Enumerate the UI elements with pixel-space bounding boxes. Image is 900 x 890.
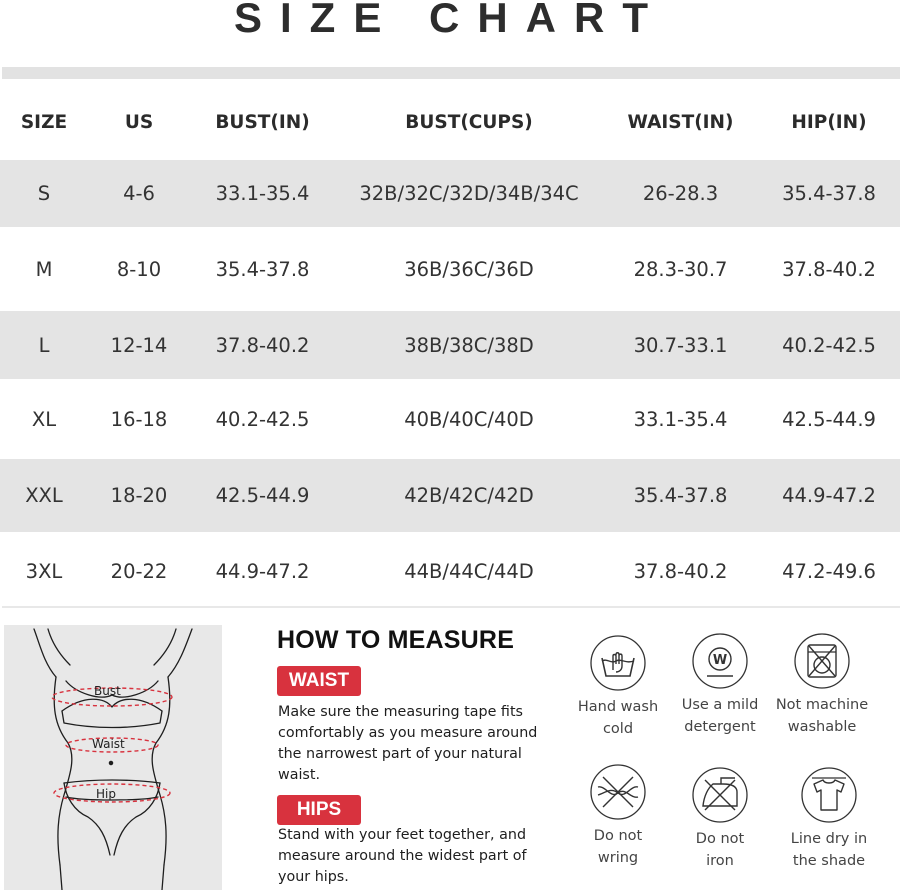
line-dry-shade-icon bbox=[800, 766, 858, 824]
cell-waist-in: 26-28.3 bbox=[603, 160, 758, 227]
cell-bust-in: 44.9-47.2 bbox=[215, 559, 310, 583]
table-row bbox=[0, 532, 900, 610]
cell-waist-in: 28.3-30.7 bbox=[633, 257, 728, 281]
header-band bbox=[2, 67, 900, 79]
cell-size: S bbox=[0, 160, 88, 227]
cell-us: 12-14 bbox=[88, 311, 190, 379]
cell-bust-in: 37.8-40.2 bbox=[190, 311, 335, 379]
cell-bust-cups: 38B/38C/38D bbox=[335, 311, 603, 379]
cell-size: L bbox=[0, 311, 88, 379]
cell-waist-in: 35.4-37.8 bbox=[603, 459, 758, 532]
cell-waist-in: 30.7-33.1 bbox=[603, 311, 758, 379]
cell-hip-in: 40.2-42.5 bbox=[758, 311, 900, 379]
no-wring-icon bbox=[589, 763, 647, 821]
measurement-figure bbox=[4, 625, 222, 890]
waist-label: Waist bbox=[92, 737, 125, 751]
cell-hip-in: 35.4-37.8 bbox=[758, 160, 900, 227]
cell-hip-in: 37.8-40.2 bbox=[782, 257, 876, 281]
cell-bust-cups: 40B/40C/40D bbox=[404, 407, 534, 431]
cell-hip-in: 44.9-47.2 bbox=[758, 459, 900, 532]
hand-wash-icon bbox=[589, 634, 647, 692]
care-label: Use a mild detergent bbox=[681, 697, 759, 735]
cell-us: 16-18 bbox=[110, 407, 168, 431]
cell-bust-in: 42.5-44.9 bbox=[190, 459, 335, 532]
col-header-waist-in: WAIST(IN) bbox=[627, 111, 734, 133]
col-header-bust-cups: BUST(CUPS) bbox=[405, 111, 533, 133]
care-hand-wash bbox=[563, 634, 673, 740]
bust-label: Bust bbox=[94, 684, 121, 698]
table-row bbox=[0, 379, 900, 459]
col-header-bust-in: BUST(IN) bbox=[215, 111, 310, 133]
table-header-row bbox=[0, 84, 900, 160]
care-mild-detergent bbox=[665, 632, 775, 738]
size-table bbox=[0, 84, 900, 610]
cell-bust-cups: 44B/44C/44D bbox=[404, 559, 534, 583]
table-row bbox=[0, 160, 900, 227]
page-title: SIZE CHART bbox=[234, 0, 666, 41]
cell-bust-cups: 32B/32C/32D/34B/34C bbox=[335, 160, 603, 227]
hip-label: Hip bbox=[96, 787, 116, 801]
col-header-size: SIZE bbox=[20, 111, 68, 133]
cell-bust-in: 33.1-35.4 bbox=[190, 160, 335, 227]
cell-hip-in: 42.5-44.9 bbox=[782, 407, 876, 431]
care-do-not-iron bbox=[665, 766, 775, 872]
cell-waist-in: 37.8-40.2 bbox=[633, 559, 728, 583]
cell-bust-cups: 36B/36C/36D bbox=[404, 257, 534, 281]
col-header-hip-in: HIP(IN) bbox=[791, 111, 867, 133]
cell-us: 18-20 bbox=[88, 459, 190, 532]
table-divider bbox=[2, 606, 900, 608]
cell-size: XL bbox=[31, 407, 57, 431]
cell-hip-in: 47.2-49.6 bbox=[782, 559, 876, 583]
care-label: Line dry in the shade bbox=[790, 831, 868, 869]
table-row bbox=[0, 459, 900, 532]
hips-instructions: Stand with your feet together, and measure around the widest part of your hips. bbox=[278, 827, 527, 885]
care-label: Do not wring bbox=[593, 828, 643, 866]
care-not-machine-washable bbox=[767, 632, 877, 738]
waist-instructions: Make sure the measuring tape fits comfortably as you measure around the narrowest part of your natural waist. bbox=[278, 704, 538, 783]
col-header-us: US bbox=[124, 111, 154, 133]
waist-badge: WAIST bbox=[277, 666, 361, 696]
cell-size: XXL bbox=[0, 459, 88, 532]
care-do-not-wring bbox=[563, 763, 673, 869]
cell-waist-in: 33.1-35.4 bbox=[633, 407, 728, 431]
cell-size: 3XL bbox=[25, 559, 63, 583]
cell-us: 20-22 bbox=[110, 559, 168, 583]
detergent-symbol: W bbox=[712, 653, 728, 668]
no-machine-wash-icon bbox=[793, 632, 851, 690]
no-iron-icon bbox=[691, 766, 749, 824]
cell-bust-in: 40.2-42.5 bbox=[215, 407, 310, 431]
care-label: Not machine washable bbox=[775, 697, 869, 735]
cell-us: 8-10 bbox=[116, 257, 162, 281]
hips-badge: HIPS bbox=[277, 795, 361, 825]
mild-detergent-icon bbox=[691, 632, 749, 690]
care-line-dry-shade bbox=[774, 766, 884, 872]
how-to-measure-title: HOW TO MEASURE bbox=[277, 626, 515, 654]
table-row bbox=[0, 227, 900, 311]
cell-bust-cups: 42B/42C/42D bbox=[335, 459, 603, 532]
table-row bbox=[0, 311, 900, 379]
cell-size: M bbox=[35, 257, 53, 281]
cell-bust-in: 35.4-37.8 bbox=[215, 257, 310, 281]
care-label: Hand wash cold bbox=[577, 699, 659, 737]
body-outline-illustration bbox=[4, 625, 222, 890]
care-label: Do not iron bbox=[695, 831, 745, 869]
cell-us: 4-6 bbox=[88, 160, 190, 227]
